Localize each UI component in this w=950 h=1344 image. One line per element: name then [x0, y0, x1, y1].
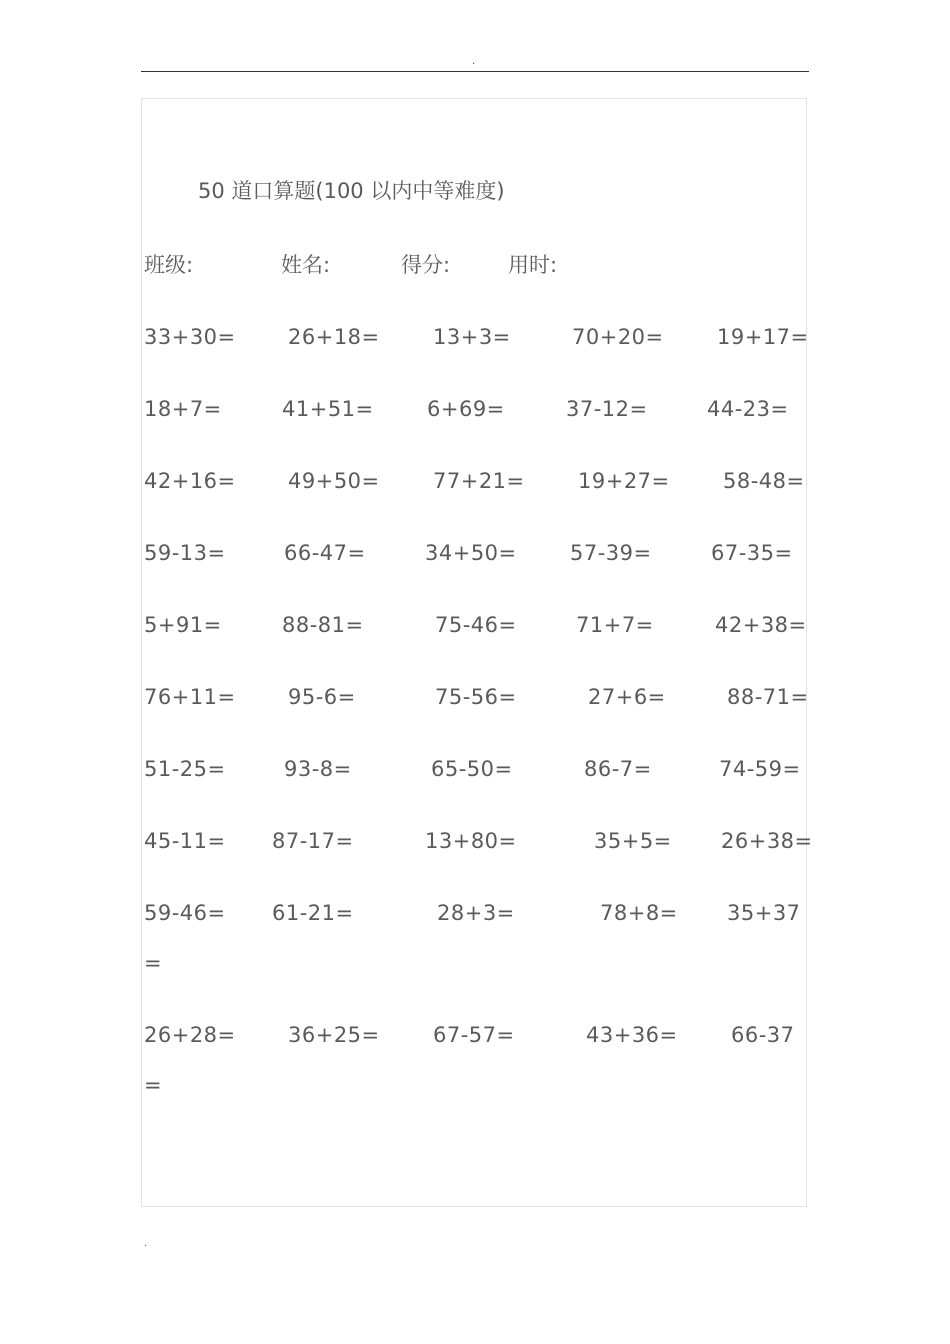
problem: 27+6= — [588, 685, 666, 709]
problem: 35+37 — [727, 901, 801, 925]
problem: 78+8= — [600, 901, 678, 925]
problem: 13+3= — [433, 325, 511, 349]
problem: 41+51= — [282, 397, 374, 421]
footer-mark: . — [144, 1238, 148, 1249]
score-label: 得分: — [401, 253, 451, 277]
problem: 49+50= — [288, 469, 380, 493]
problem: 43+36= — [586, 1023, 678, 1047]
problem: 42+16= — [144, 469, 236, 493]
problem: 75-46= — [435, 613, 517, 637]
problem: 70+20= — [572, 325, 664, 349]
header-mark: . — [472, 56, 476, 67]
worksheet-title: 50 道口算题(100 以内中等难度) — [198, 179, 505, 203]
class-label: 班级: — [144, 253, 194, 277]
problem: 95-6= — [288, 685, 356, 709]
problem: 75-56= — [435, 685, 517, 709]
problem: 88-71= — [727, 685, 809, 709]
problem: 37-12= — [566, 397, 648, 421]
problem: 67-57= — [433, 1023, 515, 1047]
problem: 87-17= — [272, 829, 354, 853]
problem: 66-37 — [731, 1023, 795, 1047]
problem: 71+7= — [576, 613, 654, 637]
problem: 26+38= — [721, 829, 813, 853]
problem: 26+18= — [288, 325, 380, 349]
problem: 36+25= — [288, 1023, 380, 1047]
problem: 59-13= — [144, 541, 226, 565]
problem: 51-25= — [144, 757, 226, 781]
problem: 45-11= — [144, 829, 226, 853]
problem: 61-21= — [272, 901, 354, 925]
problem: 34+50= — [425, 541, 517, 565]
problem: 19+27= — [578, 469, 670, 493]
problem: 19+17= — [717, 325, 809, 349]
problem: 67-35= — [711, 541, 793, 565]
problem: 74-59= — [719, 757, 801, 781]
problem: 59-46= — [144, 901, 226, 925]
time-label: 用时: — [508, 253, 558, 277]
problem: 13+80= — [425, 829, 517, 853]
header-rule — [141, 71, 809, 72]
problem: 28+3= — [437, 901, 515, 925]
problem: 5+91= — [144, 613, 222, 637]
problem: 35+5= — [594, 829, 672, 853]
problem: 42+38= — [715, 613, 807, 637]
problem: 44-23= — [707, 397, 789, 421]
problem-continuation: = — [144, 951, 163, 975]
problem: 88-81= — [282, 613, 364, 637]
problem: 57-39= — [570, 541, 652, 565]
problem: 76+11= — [144, 685, 236, 709]
problem: 18+7= — [144, 397, 222, 421]
problem: 66-47= — [284, 541, 366, 565]
problem: 77+21= — [433, 469, 525, 493]
problem: 26+28= — [144, 1023, 236, 1047]
problem: 58-48= — [723, 469, 805, 493]
problem-continuation: = — [144, 1073, 163, 1097]
problem: 6+69= — [427, 397, 505, 421]
problem: 65-50= — [431, 757, 513, 781]
problem: 33+30= — [144, 325, 236, 349]
problem: 86-7= — [584, 757, 652, 781]
problem: 93-8= — [284, 757, 352, 781]
name-label: 姓名: — [281, 253, 331, 277]
